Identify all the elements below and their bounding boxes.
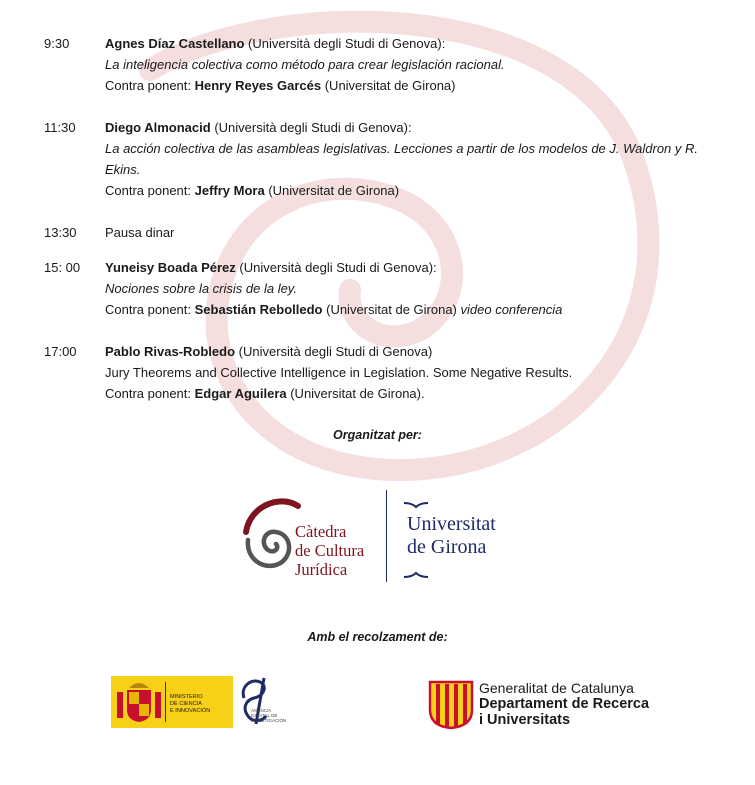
respondent-name: Sebastián Rebolledo [194, 302, 323, 317]
session-4 [44, 341, 724, 404]
spanish-coat-of-arms-icon [111, 676, 167, 728]
aei-name: AGENCIA ESTATAL DE INVESTIGACIÓN [251, 708, 287, 723]
gencat-name: Generalitat de Catalunya Departament de Recerca i Universitats [479, 680, 650, 728]
session-break [44, 222, 724, 243]
aei-logo [236, 676, 287, 728]
program-schedule [44, 33, 724, 425]
session-details [105, 33, 724, 96]
speaker-affiliation: (Università degli Studi di Genova): [210, 120, 412, 135]
talk-title: La inteligencia colectiva como método para crear legislación racional. [105, 57, 505, 72]
support-heading: Amb el recolzament de: [307, 630, 448, 644]
session-details [105, 117, 724, 201]
catedra-logo [236, 492, 386, 584]
ministerio-name: MINISTERIO DE CIENCIA E INNOVACIÓN [170, 694, 211, 714]
session-note: video conferencia [460, 302, 563, 317]
udg-logo [402, 499, 532, 581]
speaker-affiliation: (Università degli Studi di Genova) [235, 344, 433, 359]
speaker-affiliation: (Università degli Studi di Genova): [235, 260, 437, 275]
talk-title: La acción colectiva de las asambleas legislativas. Lecciones a partir de los modelos de J. Waldron y R. Ekins. [105, 141, 699, 177]
break-label: Pausa dinar [105, 225, 175, 240]
session-time: 11:30 [44, 120, 76, 135]
udg-name: Universitat de Girona [407, 513, 496, 558]
talk-title: Nociones sobre la crisis de la ley. [105, 281, 297, 296]
respondent-affiliation: (Universitat de Girona) [264, 183, 400, 198]
respondent-label: Contra ponent: [105, 386, 195, 401]
respondent-affiliation: (Universitat de Girona) [321, 78, 456, 93]
speaker-name: Diego Almonacid [105, 120, 211, 135]
speaker-name: Pablo Rivas-Robledo [105, 344, 236, 359]
session-time: 13:30 [44, 225, 77, 240]
session-time: 17:00 [44, 344, 77, 359]
session-3 [44, 257, 724, 320]
senyera-shield-icon [428, 680, 474, 730]
respondent-label: Contra ponent: [105, 302, 195, 317]
session-details [105, 341, 724, 404]
session-time: 9:30 [44, 36, 70, 51]
respondent-name: Edgar Aguilera [194, 386, 287, 401]
respondent-label: Contra ponent: [105, 183, 195, 198]
logo-divider [386, 490, 387, 582]
speaker-name: Agnes Díaz Castellano [105, 36, 245, 51]
session-time: 15: 00 [44, 260, 81, 275]
session-1 [44, 33, 724, 96]
session-2 [44, 117, 724, 201]
speaker-name: Yuneisy Boada Pérez [105, 260, 236, 275]
session-details [105, 257, 724, 320]
organized-by-heading: Organitzat per: [333, 428, 422, 442]
respondent-name: Jeffry Mora [194, 183, 265, 198]
respondent-affiliation: (Universitat de Girona) [322, 302, 461, 317]
respondent-affiliation: (Universitat de Girona). [286, 386, 425, 401]
catedra-name: Càtedra de Cultura Jurídica [295, 522, 365, 579]
respondent-name: Henry Reyes Garcés [194, 78, 322, 93]
respondent-label: Contra ponent: [105, 78, 195, 93]
talk-title: Jury Theorems and Collective Intelligence in Legislation. Some Negative Results. [105, 365, 573, 380]
ministerio-logo [111, 676, 233, 728]
speaker-affiliation: (Università degli Studi di Genova): [244, 36, 446, 51]
